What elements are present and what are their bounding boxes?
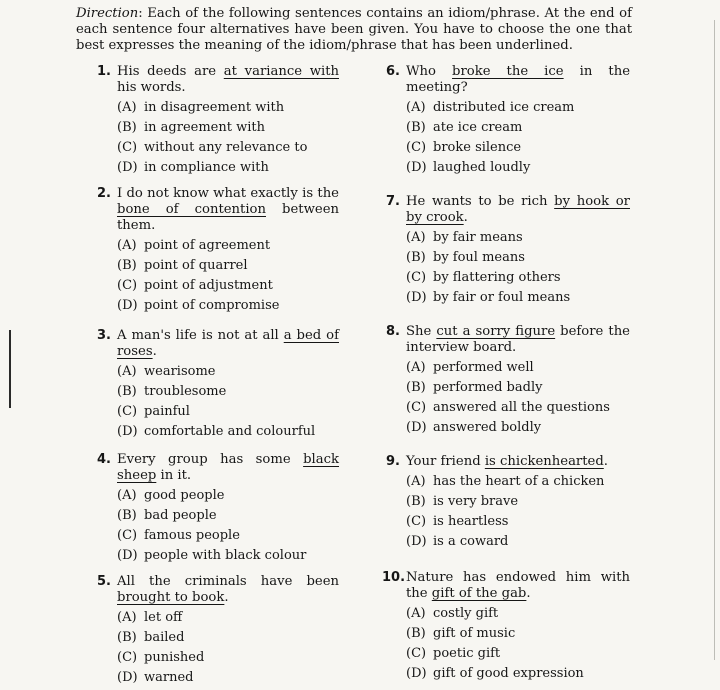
option-letter: (C)	[406, 400, 427, 415]
option-c	[406, 270, 630, 286]
option-a	[406, 474, 630, 490]
option-text: distributed ice cream	[433, 100, 575, 115]
option-list	[386, 474, 630, 550]
stem-text: before the interview board.	[406, 324, 630, 355]
option-a	[117, 364, 339, 380]
option-b	[406, 120, 630, 136]
option-text: point of compromise	[144, 298, 280, 313]
option-c	[117, 278, 339, 294]
option-text: good people	[144, 488, 225, 503]
question-8	[386, 324, 630, 440]
option-text: famous people	[144, 528, 240, 543]
option-text: point of adjustment	[144, 278, 273, 293]
option-list	[97, 238, 339, 314]
option-text: bad people	[144, 508, 217, 523]
option-b	[117, 120, 339, 136]
stem-text: A man's life is not at all	[117, 328, 284, 343]
option-b	[406, 250, 630, 266]
option-letter: (C)	[406, 514, 427, 529]
option-letter: (D)	[117, 160, 138, 175]
question-number: 1.	[97, 64, 111, 79]
option-text: is a coward	[433, 534, 509, 549]
option-a	[406, 606, 630, 622]
margin-mark	[9, 330, 11, 408]
option-text: let off	[144, 610, 183, 625]
stem-text: Every group has some	[117, 452, 304, 467]
option-letter: (A)	[406, 360, 426, 375]
stem-text: .	[152, 344, 157, 359]
option-letter: (B)	[406, 250, 426, 265]
underlined-idiom: broke the ice	[452, 64, 564, 79]
option-letter: (C)	[117, 528, 138, 543]
option-letter: (D)	[117, 548, 138, 563]
option-letter: (C)	[406, 140, 427, 155]
question-stem	[386, 194, 630, 226]
option-d	[406, 160, 630, 176]
question-1	[97, 64, 339, 180]
option-c	[406, 140, 630, 156]
option-letter: (A)	[117, 100, 137, 115]
option-text: laughed loudly	[433, 160, 531, 175]
underlined-idiom: is chickenhearted	[484, 454, 604, 469]
option-letter: (C)	[117, 278, 138, 293]
question-5	[97, 574, 339, 690]
option-text: is very brave	[433, 494, 519, 509]
option-list	[386, 360, 630, 436]
stem-text: Nature has endowed him with the	[406, 570, 630, 601]
option-letter: (A)	[117, 364, 137, 379]
option-text: poetic gift	[433, 646, 501, 661]
option-b	[117, 508, 339, 524]
option-a	[117, 610, 339, 626]
option-text: answered boldly	[433, 420, 542, 435]
question-stem	[382, 570, 630, 602]
underlined-idiom: gift of the gab	[431, 586, 527, 601]
stem-text: .	[224, 590, 229, 605]
option-a	[406, 360, 630, 376]
underlined-idiom: a bed of roses	[117, 328, 339, 359]
option-letter: (D)	[117, 670, 138, 685]
option-text: point of quarrel	[144, 258, 248, 273]
stem-text: in it.	[156, 468, 192, 483]
option-letter: (A)	[406, 100, 426, 115]
option-letter: (B)	[117, 120, 137, 135]
option-letter: (D)	[406, 666, 427, 681]
question-3	[97, 328, 339, 444]
option-letter: (C)	[117, 140, 138, 155]
option-c	[117, 650, 339, 666]
stem-text: Who	[406, 64, 453, 79]
underlined-idiom: brought to book	[117, 590, 225, 605]
option-text: gift of music	[433, 626, 516, 641]
option-d	[117, 548, 339, 564]
option-text: by fair or foul means	[433, 290, 571, 305]
stem-text: .	[603, 454, 608, 469]
option-letter: (B)	[117, 384, 137, 399]
option-text: performed well	[433, 360, 534, 375]
question-2	[97, 186, 339, 318]
option-list	[97, 364, 339, 440]
option-list	[386, 100, 630, 176]
option-letter: (A)	[117, 238, 137, 253]
option-d	[406, 420, 630, 436]
question-9	[386, 454, 630, 554]
option-list	[97, 610, 339, 686]
option-d	[117, 160, 339, 176]
option-b	[406, 380, 630, 396]
option-text: in agreement with	[144, 120, 265, 135]
underlined-idiom: at variance with	[223, 64, 339, 79]
option-b	[406, 494, 630, 510]
option-text: by flattering others	[433, 270, 561, 285]
option-text: punished	[144, 650, 205, 665]
question-number: 9.	[386, 454, 400, 469]
question-stem	[97, 452, 339, 484]
option-a	[406, 230, 630, 246]
option-text: without any relevance to	[144, 140, 308, 155]
stem-text: I do not know what exactly is the	[117, 186, 339, 201]
option-text: ate ice cream	[433, 120, 523, 135]
option-d	[406, 666, 630, 682]
option-c	[406, 646, 630, 662]
option-text: is heartless	[433, 514, 509, 529]
option-c	[117, 404, 339, 420]
option-text: painful	[144, 404, 190, 419]
option-letter: (B)	[117, 508, 137, 523]
option-letter: (B)	[117, 258, 137, 273]
question-stem	[97, 64, 339, 96]
option-letter: (B)	[406, 626, 426, 641]
question-number: 7.	[386, 194, 400, 209]
directions-label: Direction	[76, 6, 139, 21]
option-text: has the heart of a chicken	[433, 474, 605, 489]
stem-text: between them.	[117, 202, 339, 233]
option-b	[117, 384, 339, 400]
option-letter: (D)	[117, 424, 138, 439]
underlined-idiom: cut a sorry figure	[436, 324, 556, 339]
option-letter: (D)	[406, 534, 427, 549]
option-text: troublesome	[144, 384, 227, 399]
underlined-idiom: bone of contention	[117, 202, 266, 217]
question-number: 6.	[386, 64, 400, 79]
option-letter: (C)	[406, 270, 427, 285]
option-text: in disagreement with	[144, 100, 285, 115]
option-letter: (B)	[406, 494, 426, 509]
option-letter: (A)	[117, 610, 137, 625]
option-a	[406, 100, 630, 116]
stem-text: in the meeting?	[406, 64, 630, 95]
stem-text: Your friend	[406, 454, 485, 469]
question-stem	[97, 186, 339, 234]
option-text: by foul means	[433, 250, 525, 265]
stem-text: He wants to be rich	[406, 194, 555, 209]
option-text: costly gift	[433, 606, 499, 621]
stem-text: All the criminals have been	[117, 574, 339, 589]
option-list	[386, 606, 630, 682]
option-letter: (A)	[117, 488, 137, 503]
option-letter: (D)	[406, 420, 427, 435]
option-d	[117, 424, 339, 440]
option-list	[97, 100, 339, 176]
option-text: in compliance with	[144, 160, 269, 175]
directions-text: : Each of the following sentences contains an idiom/phrase. At the end of each sentence four alternatives have been given. You have to choose the one that best expresses the meaning of the idiom/phrase that has been underlined.	[76, 6, 632, 53]
question-stem	[97, 574, 339, 606]
question-number: 3.	[97, 328, 111, 343]
option-c	[406, 400, 630, 416]
option-a	[117, 488, 339, 504]
option-text: comfortable and colourful	[144, 424, 316, 439]
option-letter: (B)	[406, 380, 426, 395]
option-text: by fair means	[433, 230, 523, 245]
option-letter: (C)	[117, 404, 138, 419]
stem-text: .	[463, 210, 468, 225]
question-stem	[97, 328, 339, 360]
option-letter: (A)	[406, 606, 426, 621]
question-stem	[386, 454, 630, 470]
option-text: answered all the questions	[433, 400, 610, 415]
option-letter: (C)	[406, 646, 427, 661]
question-7	[386, 194, 630, 310]
underlined-idiom: by hook or by crook	[406, 194, 630, 225]
underlined-idiom: black sheep	[117, 452, 339, 483]
option-text: gift of good expression	[433, 666, 584, 681]
option-text: wearisome	[144, 364, 216, 379]
option-text: performed badly	[433, 380, 543, 395]
option-c	[117, 528, 339, 544]
option-c	[406, 514, 630, 530]
option-letter: (B)	[117, 630, 137, 645]
option-text: warned	[144, 670, 194, 685]
option-c	[117, 140, 339, 156]
option-a	[117, 100, 339, 116]
page-edge-line	[714, 20, 715, 660]
option-a	[117, 238, 339, 254]
option-text: people with black colour	[144, 548, 307, 563]
question-4	[97, 452, 339, 568]
option-d	[117, 670, 339, 686]
question-number: 10.	[382, 570, 406, 585]
option-letter: (D)	[117, 298, 138, 313]
option-text: broke silence	[433, 140, 522, 155]
option-b	[406, 626, 630, 642]
option-d	[117, 298, 339, 314]
question-number: 4.	[97, 452, 111, 467]
option-letter: (A)	[406, 230, 426, 245]
question-stem	[386, 324, 630, 356]
question-number: 5.	[97, 574, 111, 589]
question-6	[386, 64, 630, 180]
stem-text: .	[526, 586, 531, 601]
directions-paragraph	[76, 6, 632, 54]
question-stem	[386, 64, 630, 96]
option-b	[117, 258, 339, 274]
option-letter: (B)	[406, 120, 426, 135]
option-d	[406, 534, 630, 550]
option-list	[386, 230, 630, 306]
question-number: 2.	[97, 186, 111, 201]
option-b	[117, 630, 339, 646]
question-number: 8.	[386, 324, 400, 339]
option-d	[406, 290, 630, 306]
option-letter: (D)	[406, 160, 427, 175]
option-text: bailed	[144, 630, 185, 645]
option-letter: (C)	[117, 650, 138, 665]
stem-text: his words.	[117, 80, 186, 95]
option-text: point of agreement	[144, 238, 271, 253]
question-10	[382, 570, 630, 686]
option-letter: (D)	[406, 290, 427, 305]
option-list	[97, 488, 339, 564]
option-letter: (A)	[406, 474, 426, 489]
stem-text: His deeds are	[117, 64, 224, 79]
stem-text: She	[406, 324, 437, 339]
